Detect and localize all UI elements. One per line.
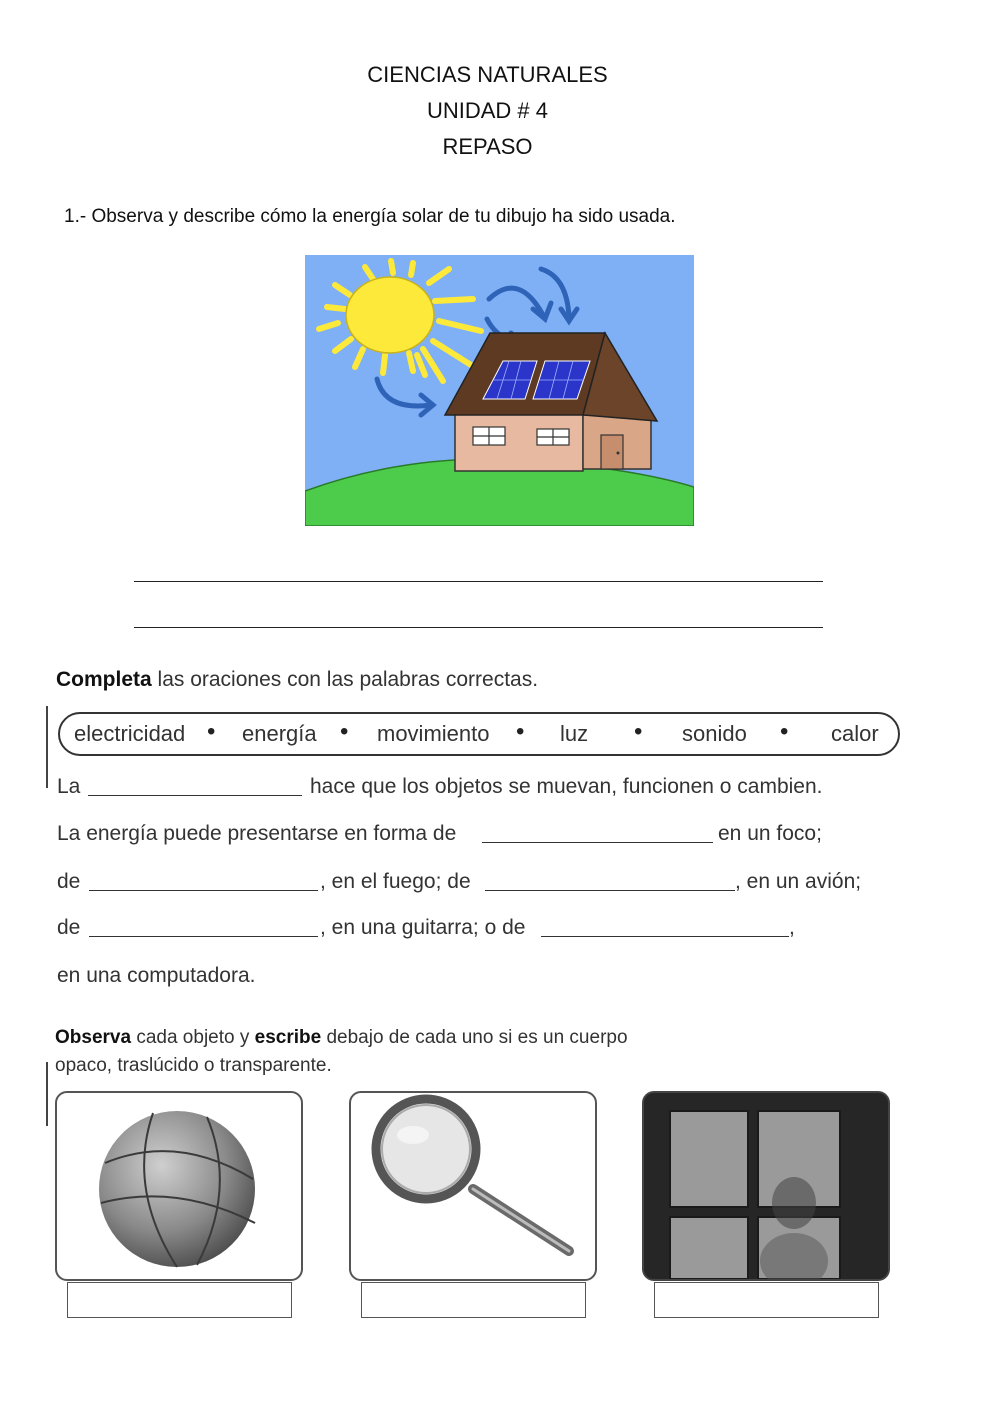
sentence-1-start: La <box>57 775 81 798</box>
sentence-3-middle: , en el fuego; de <box>320 870 471 893</box>
answer-box-2[interactable] <box>361 1282 586 1318</box>
word-bank-item-electricidad: electricidad <box>74 721 186 746</box>
sentence-1-end: hace que los objetos se muevan, funcionen o cambien. <box>310 775 823 798</box>
frosted-window-image <box>644 1093 888 1279</box>
section-3-title-line-2: opaco, traslúcido o transparente. <box>55 1055 332 1076</box>
word-bank-item-calor: calor <box>831 721 879 746</box>
sentence-2-end: en un foco; <box>718 822 822 845</box>
magnifying-glass-image <box>351 1093 595 1279</box>
frosted-window-card <box>642 1091 890 1281</box>
sentence-5: en una computadora. <box>57 964 256 987</box>
question-1-text: 1.- Observa y describe cómo la energía solar de tu dibujo ha sido usada. <box>64 206 676 227</box>
word-bank-item-luz: luz <box>560 721 589 746</box>
answer-box-3[interactable] <box>654 1282 879 1318</box>
unit-title: UNIDAD # 4 <box>426 98 549 123</box>
word-bank-item-sonido: sonido <box>682 721 747 746</box>
sun <box>346 277 434 353</box>
sentence-4-middle: , en una guitarra; o de <box>320 916 526 939</box>
blank-5[interactable] <box>89 936 318 937</box>
solar-house-illustration <box>305 255 694 526</box>
basketball-card <box>55 1091 303 1281</box>
blank-6[interactable] <box>541 936 789 937</box>
section-3-title-line-1: Observa cada objeto y escribe debajo de cada uno si es un cuerpo <box>55 1027 628 1048</box>
subject-title: CIENCIAS NATURALES <box>367 62 608 87</box>
sentence-3-start: de <box>57 870 81 893</box>
section-2-title: Completa las oraciones con las palabras correctas. <box>56 668 539 691</box>
sentence-4-end: , <box>789 916 795 939</box>
sentence-2-start: La energía puede presentarse en forma de <box>57 822 457 845</box>
sentence-3-end: , en un avión; <box>735 870 862 893</box>
answer-line-1[interactable] <box>134 581 823 582</box>
blank-3[interactable] <box>89 890 318 891</box>
blank-1[interactable] <box>88 795 302 796</box>
word-bank-item-energia: energía <box>242 721 317 746</box>
blank-4[interactable] <box>485 890 735 891</box>
review-title: REPASO <box>442 134 533 159</box>
magnifying-glass-card <box>349 1091 597 1281</box>
house-door <box>601 435 623 469</box>
margin-bar-2 <box>46 1062 48 1126</box>
blank-2[interactable] <box>482 842 713 843</box>
basketball-image <box>57 1093 301 1279</box>
answer-box-1[interactable] <box>67 1282 292 1318</box>
margin-bar <box>46 706 48 788</box>
sentence-4-start: de <box>57 916 81 939</box>
answer-line-2[interactable] <box>134 627 823 628</box>
word-bank-item-movimiento: movimiento <box>377 721 490 746</box>
